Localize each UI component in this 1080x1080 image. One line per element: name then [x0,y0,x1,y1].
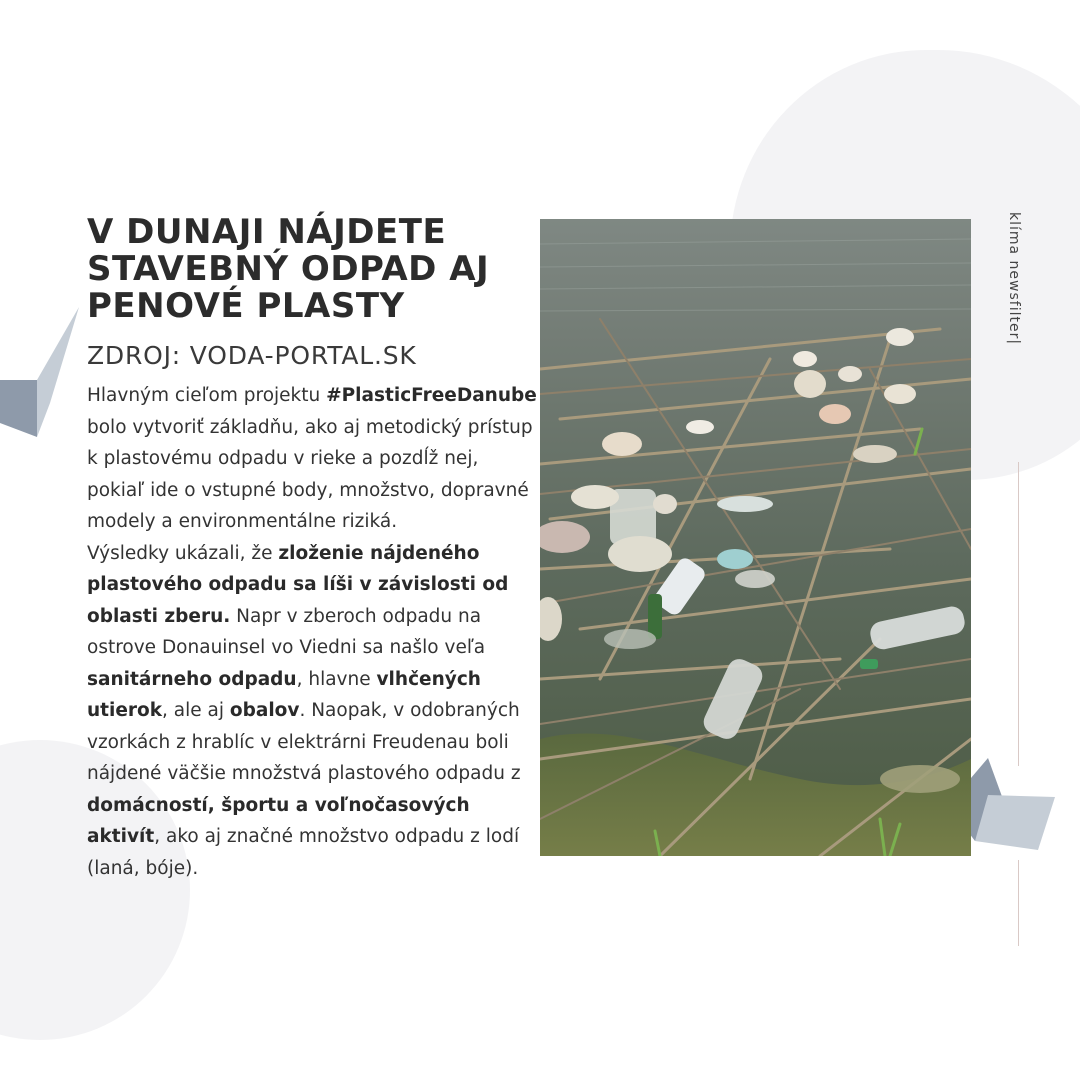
brand-side-label: klíma newsfilter| [1006,212,1022,346]
body-bold-segment: vlhčených utierok [87,668,481,721]
hashtag-plasticfreedanube: #PlasticFreeDanube [326,385,537,406]
body-text-segment: bolo vytvoriť základňu, ako aj metodický prístup k plastovému odpadu v rieke a pozdĺž nej, pokiaľ ide o vstupné body, množstvo, dopravné modely a environmentálne riziká. [87,416,533,532]
article-body [87,380,537,884]
divider-line [1018,860,1019,946]
photo-plastic-waste-in-river [540,219,971,856]
body-text-segment: Napr v zberoch odpadu na ostrove Donauinsel vo Viedni sa našlo veľa [87,605,486,658]
body-text-segment: Hlavným cieľom projektu [87,385,327,406]
body-text-segment: Výsledky ukázali, že [87,542,279,564]
body-bold-segment: zloženie nájdeného plastového odpadu sa líši v závislosti od oblasti zberu. [87,542,509,627]
body-bold-segment: domácností, športu a voľnočasových aktivít [87,794,470,847]
body-text-segment: , ale aj [162,700,230,721]
divider-line [1018,462,1019,766]
body-bold-segment: obalov [229,700,300,721]
source-line: ZDROJ: VODA-PORTAL.SK [87,341,417,370]
body-text-segment: , ako aj značné množstvo odpadu z lodí (laná, bóje). [87,826,520,879]
headline: V DUNAJI NÁJDETE STAVEBNÝ ODPAD AJ PENOVÉ PLASTY [87,212,490,326]
body-text-segment: . Naopak, v odobraných vzorkách z hrablíc v elektrárni Freudenau boli nájdené väčšie množstvá plastového odpadu z [87,700,521,784]
decorative-shard-left [0,305,85,445]
body-text-segment: , hlavne [296,668,377,690]
body-bold-segment: sanitárneho odpadu [87,668,297,690]
